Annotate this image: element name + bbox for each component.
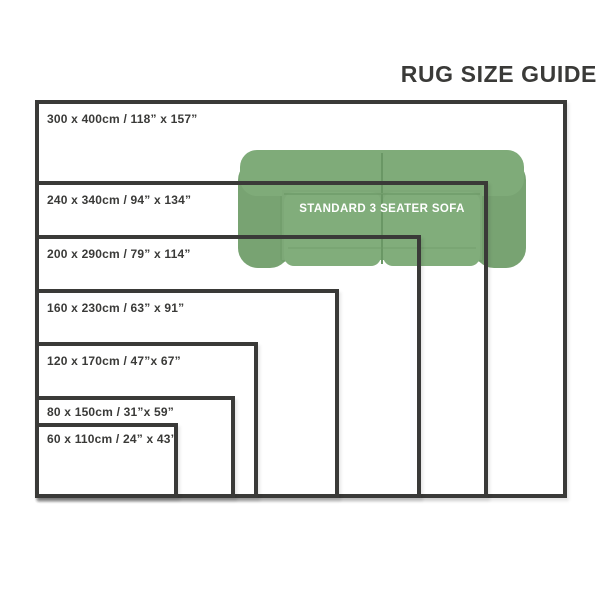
rug-size-label-60x110: 60 x 110cm / 24” x 43” [47, 432, 177, 446]
rug-size-label-160x230: 160 x 230cm / 63” x 91” [47, 301, 185, 315]
rug-size-label-240x340: 240 x 340cm / 94” x 134” [47, 193, 192, 207]
rug-size-label-200x290: 200 x 290cm / 79” x 114” [47, 247, 191, 261]
sofa-label: STANDARD 3 SEATER SOFA [299, 203, 465, 215]
rug-size-label-80x150: 80 x 150cm / 31”x 59” [47, 405, 174, 419]
page-title: RUG SIZE GUIDE [400, 61, 597, 87]
rug-size-label-120x170: 120 x 170cm / 47”x 67” [47, 354, 181, 368]
rug-size-label-300x400: 300 x 400cm / 118” x 157” [47, 112, 198, 126]
rug-outline-60x110 [35, 423, 178, 498]
